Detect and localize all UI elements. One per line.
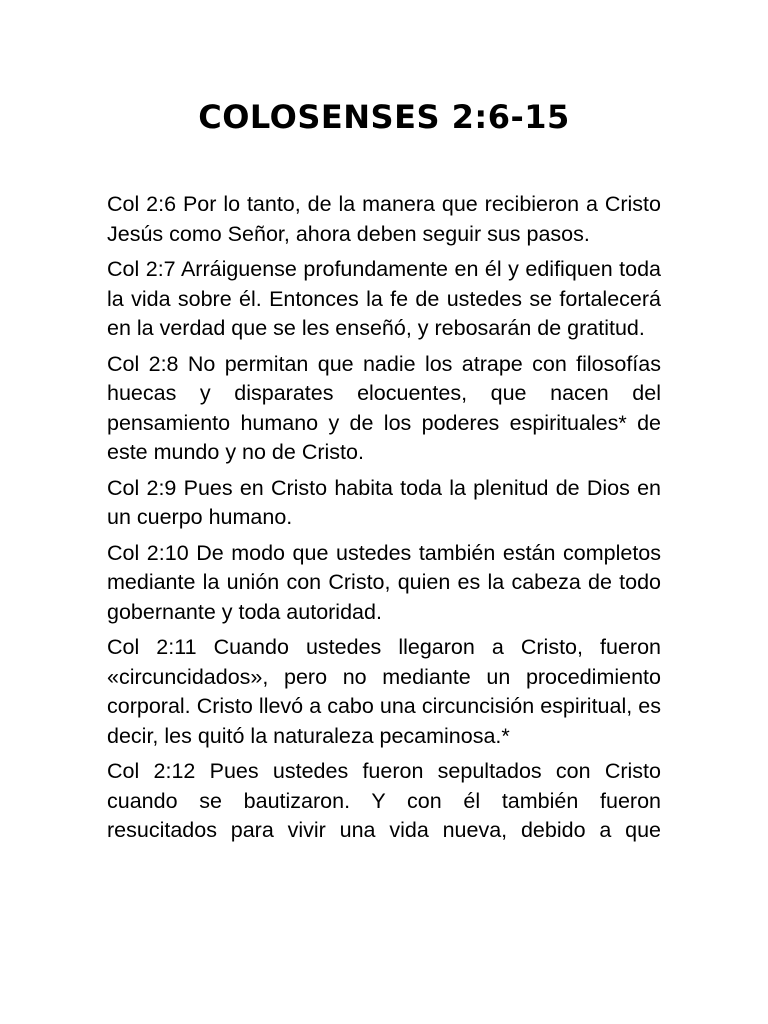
verse-col-2-6: Col 2:6 Por lo tanto, de la manera que recibieron a Cristo Jesús como Señor, ahora deben seguir sus pasos. [107, 192, 661, 246]
verse-list [107, 190, 661, 852]
verse-col-2-12: Col 2:12 Pues ustedes fueron sepultados con Cristo cuando se bautizaron. Y con él también fueron resucitados para vivir una vida nueva, debido a que [107, 759, 661, 842]
page-title: COLOSENSES 2:6-15 [198, 98, 570, 136]
verse-col-2-11: Col 2:11 Cuando ustedes llegaron a Cristo, fueron «circuncidados», pero no mediante un procedimiento corporal. Cristo llevó a cabo una circuncisión espiritual, es decir, les quitó la naturaleza pecaminosa.* [107, 635, 661, 748]
verse-col-2-8: Col 2:8 No permitan que nadie los atrape con filosofías huecas y disparates elocuentes, que nacen del pensamiento humano y de los poderes espirituales* de este mundo y no de Cristo. [107, 351, 661, 464]
verse-col-2-7: Col 2:7 Arráiguense profundamente en él y edifiquen toda la vida sobre él. Entonces la fe de ustedes se fortalecerá en la verdad que se les enseñó, y rebosarán de gratitud. [107, 257, 661, 340]
verse-col-2-10: Col 2:10 De modo que ustedes también están completos mediante la unión con Cristo, quien es la cabeza de todo gobernante y toda autoridad. [107, 540, 661, 624]
verse-col-2-9: Col 2:9 Pues en Cristo habita toda la plenitud de Dios en un cuerpo humano. [107, 475, 661, 529]
